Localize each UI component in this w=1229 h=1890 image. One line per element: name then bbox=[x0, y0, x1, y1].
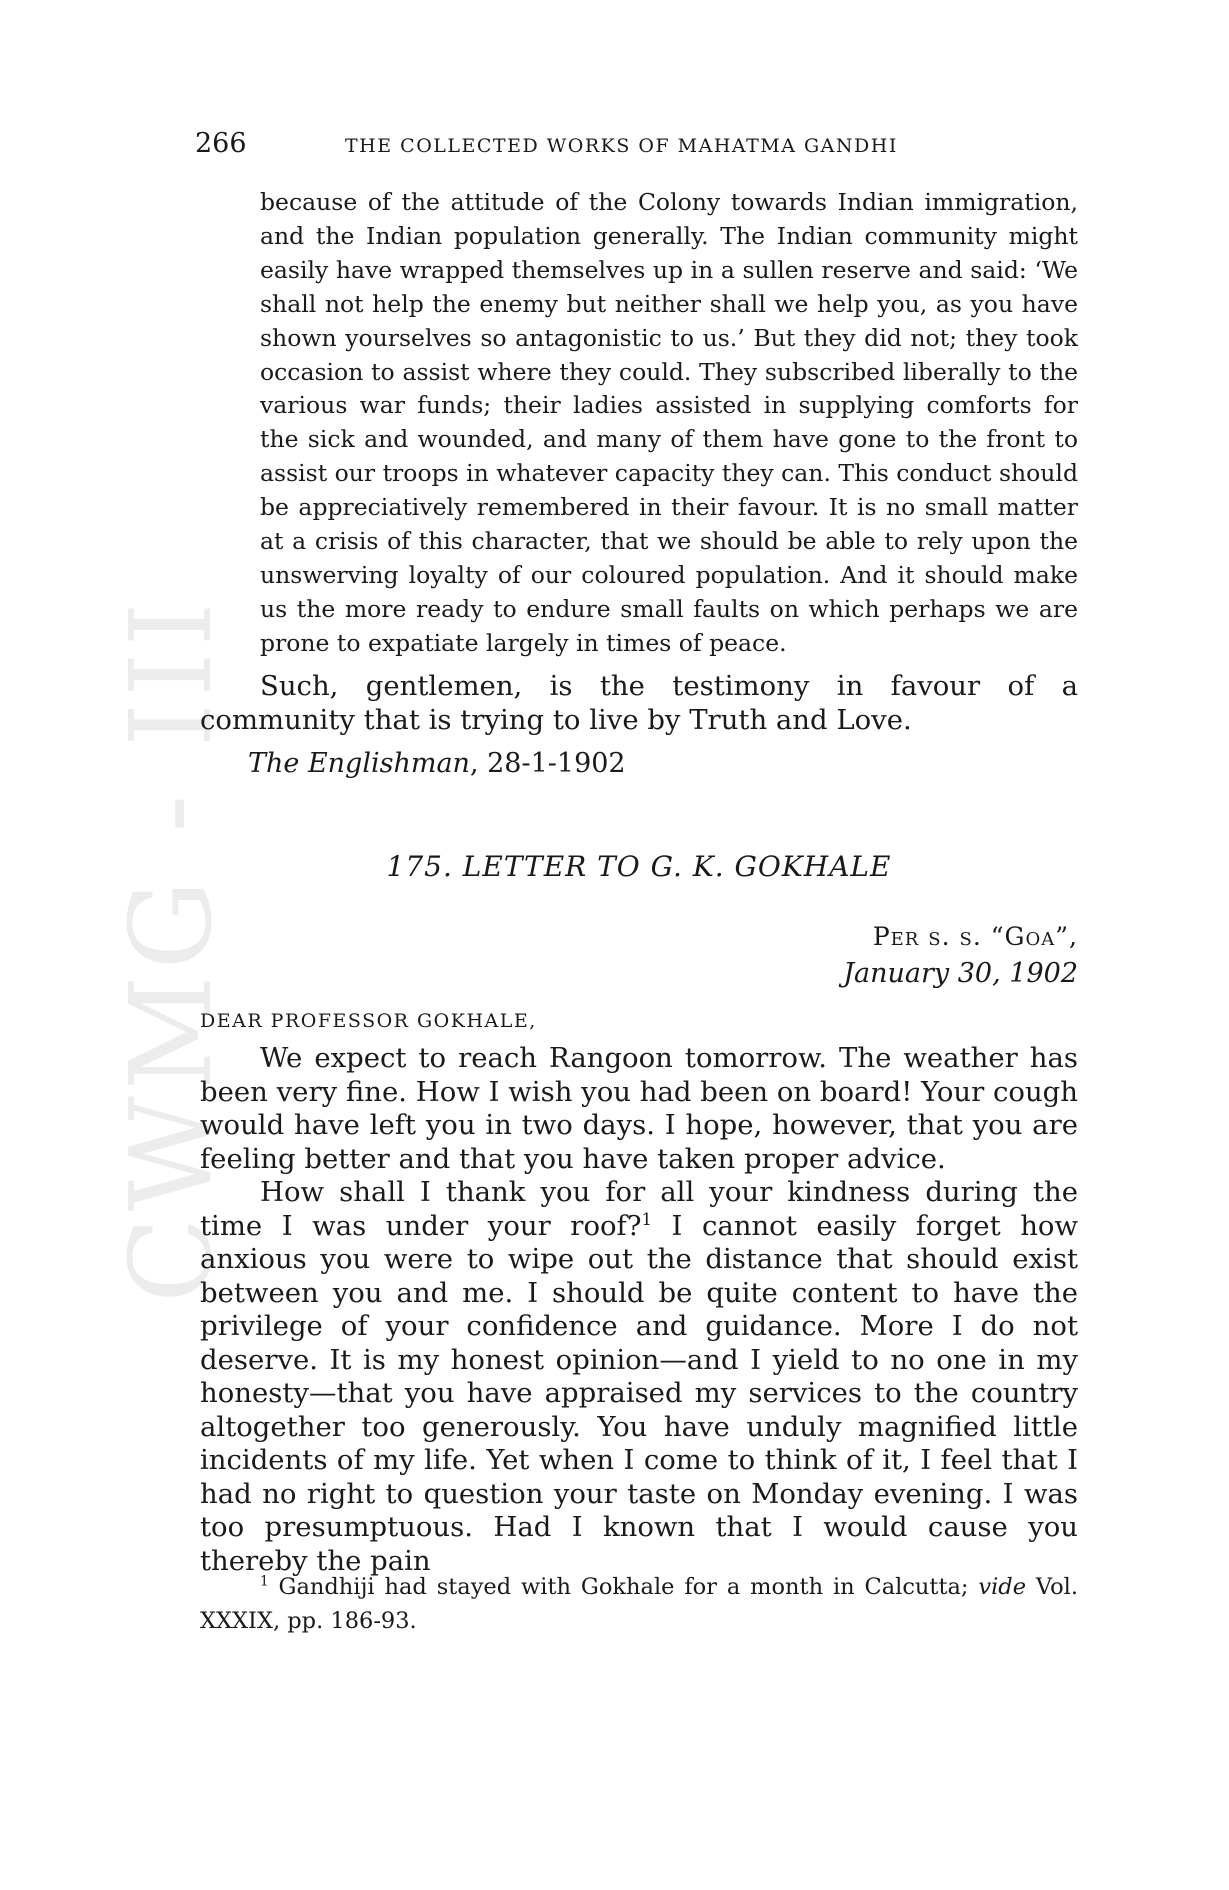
letter-paragraph-2-a: How shall I thank you for all your kindness during the time I was under your roof? bbox=[200, 1176, 1078, 1242]
running-head: THE COLLECTED WORKS OF MAHATMA GANDHI bbox=[345, 135, 898, 157]
letter-place-text: Per s. s. “Goa”, bbox=[872, 922, 1078, 951]
watermark: CWMG - III bbox=[107, 596, 237, 1304]
document-title: 175. LETTER TO G. K. GOKHALE bbox=[386, 850, 892, 883]
footnote-text-b: Vol. XXXIX, pp. 186-93. bbox=[200, 1574, 1078, 1634]
closing-paragraph bbox=[200, 670, 1078, 737]
salutation: DEAR PROFESSOR GOKHALE, bbox=[200, 1010, 537, 1032]
footnote-text-a: Gandhiji had stayed with Gokhale for a month in Calcutta; bbox=[268, 1574, 979, 1600]
letter-place bbox=[873, 922, 1078, 951]
page-number: 266 bbox=[195, 128, 247, 159]
source-date: , 28-1-1902 bbox=[469, 748, 626, 779]
footnote-marker: 1 bbox=[260, 1573, 269, 1590]
quote-text: because of the attitude of the Colony towards Indian immigration, and the Indian population generally. The Indian community might easily have wrapped themselves up in a sullen reserve and said: ‘We shall not help the enemy but neither shall we help you, as you have shown yourselves so antagonistic to us.’ But they did not; they took occasion to assist where they could. They subscribed liberally to the various war funds; their ladies assisted in supplying comforts for the sick and wounded, and many of them have gone to the front to assist our troops in whatever capacity they can. This conduct should be appreciatively remembered in their favour. It is no small matter at a crisis of this character, that we should be able to rely upon the unswerving loyalty of our coloured population. And it should make us the more ready to endure small faults on which perhaps we are prone to expatiate largely in times of peace. bbox=[260, 188, 1078, 657]
letter-body bbox=[200, 1042, 1078, 1578]
footnote-ref: 1 bbox=[641, 1209, 652, 1229]
letter-date: January 30, 1902 bbox=[843, 958, 1078, 989]
footnote-vide: vide bbox=[978, 1574, 1027, 1600]
footnote bbox=[200, 1570, 1078, 1638]
source-publication: The Englishman bbox=[248, 748, 470, 779]
closing-text: Such, gentlemen, is the testimony in favour of a community that is trying to live by Truth and Love. bbox=[200, 670, 1078, 736]
letter-paragraph-2-b: I cannot easily forget how anxious you were to wipe out the distance that should exist between you and me. I should be quite content to have the privilege of your confidence and guidance. More I do not deserve. It is my honest opinion—and I yield to no one in my honesty—that you have appraised my services to the country altogether too generously. You have unduly magnified little incidents of my life. Yet when I come to think of it, I feel that I had no right to question your taste on Monday evening. I was too presumptuous. Had I known that I would cause you thereby the pain bbox=[200, 1209, 1078, 1577]
letter-paragraph-1: We expect to reach Rangoon tomorrow. The weather has been very fine. How I wish you had been on board! Your cough would have left you in two days. I hope, however, that you are feeling better and that you have taken proper advice. bbox=[200, 1042, 1078, 1175]
letter-paragraph-2 bbox=[200, 1176, 1078, 1578]
source-citation bbox=[248, 748, 626, 779]
block-quote bbox=[260, 186, 1078, 661]
page-header bbox=[195, 128, 1085, 168]
